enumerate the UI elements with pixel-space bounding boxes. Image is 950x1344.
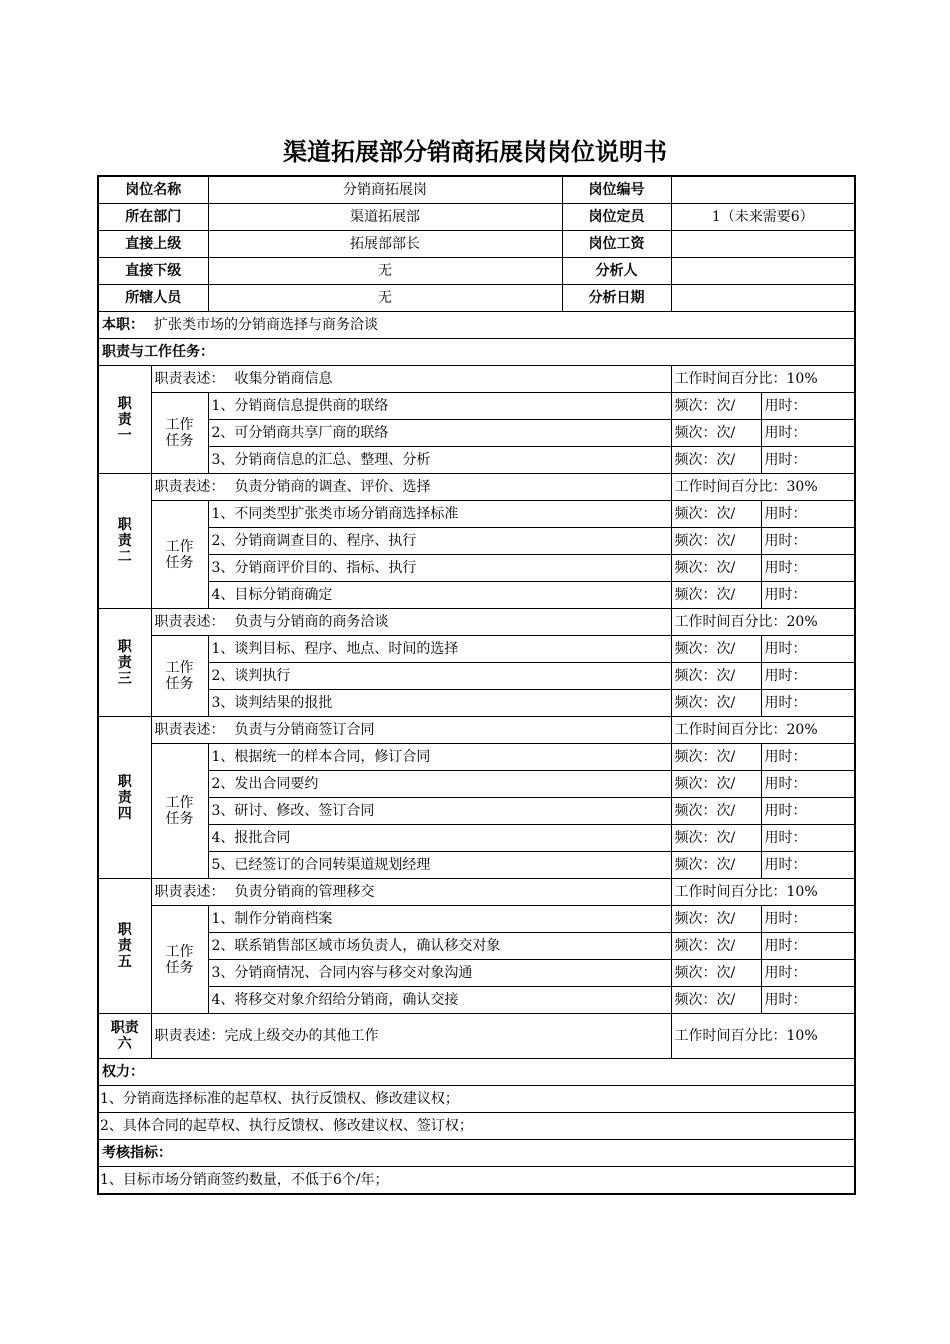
- duty-description: [151, 366, 671, 393]
- label-part: 二: [117, 549, 132, 565]
- table-row: [98, 1140, 855, 1167]
- label-part: 职: [117, 922, 132, 938]
- info-label: 直接上级: [98, 231, 208, 258]
- frequency-cell: 频次：次/: [671, 906, 761, 933]
- duties-header: 职责与工作任务：: [98, 339, 855, 366]
- table-row: [98, 285, 855, 312]
- label-part: 任务: [165, 554, 194, 571]
- frequency-cell: 频次：次/: [671, 933, 761, 960]
- table-row: [98, 771, 855, 798]
- time-used-cell: 用时：: [761, 501, 855, 528]
- time-used-cell: 用时：: [761, 933, 855, 960]
- info-value: 拓展部部长: [208, 231, 562, 258]
- time-used-cell: 用时：: [761, 906, 855, 933]
- table-row: [98, 204, 855, 231]
- task-item: 2、联系销售部区域市场负责人，确认移交对象: [208, 933, 671, 960]
- task-item: 2、分销商调查目的、程序、执行: [208, 528, 671, 555]
- info-value: 无: [208, 285, 562, 312]
- table-row: [98, 1014, 855, 1059]
- info-value: 无: [208, 258, 562, 285]
- duty-description: 职责表述：完成上级交办的其他工作: [151, 1014, 671, 1059]
- table-row: [98, 906, 855, 933]
- table-row: [98, 987, 855, 1014]
- frequency-cell: 频次：次/: [671, 771, 761, 798]
- table-row: [98, 420, 855, 447]
- task-item: 2、发出合同要约: [208, 771, 671, 798]
- info-value: 1（未来需要6）: [671, 204, 855, 231]
- task-label: [151, 393, 208, 474]
- info-label: 所辖人员: [98, 285, 208, 312]
- time-used-cell: 用时：: [761, 852, 855, 879]
- label-part: 五: [117, 954, 132, 970]
- frequency-cell: 频次：次/: [671, 987, 761, 1014]
- label-part: 责: [117, 533, 132, 549]
- time-percentage: 工作时间百分比：20%: [671, 717, 855, 744]
- task-item: 4、将移交对象介绍给分销商，确认交接: [208, 987, 671, 1014]
- frequency-cell: 频次：次/: [671, 555, 761, 582]
- table-row: [98, 636, 855, 663]
- duty-name: [98, 609, 151, 717]
- info-label: 岗位编号: [562, 176, 671, 204]
- time-used-cell: 用时：: [761, 420, 855, 447]
- task-item: 4、目标分销商确定: [208, 582, 671, 609]
- table-row: [98, 555, 855, 582]
- frequency-cell: 频次：次/: [671, 690, 761, 717]
- info-label: 分析日期: [562, 285, 671, 312]
- kpi-header: 考核指标：: [98, 1140, 855, 1167]
- desc-text: 负责与分销商签订合同: [234, 722, 375, 738]
- desc-text: 负责与分销商的商务洽谈: [234, 614, 389, 630]
- label-part: 职: [117, 517, 132, 533]
- time-used-cell: 用时：: [761, 663, 855, 690]
- table-row: [98, 582, 855, 609]
- frequency-cell: 频次：次/: [671, 825, 761, 852]
- task-item: 1、分销商信息提供商的联络: [208, 393, 671, 420]
- label-part: 一: [117, 427, 132, 444]
- duty-name: [98, 879, 151, 1014]
- label-part: 任务: [165, 959, 194, 976]
- label-part: 责: [117, 789, 132, 806]
- table-row: [98, 528, 855, 555]
- duty-name: [98, 474, 151, 609]
- table-row: [98, 1059, 855, 1086]
- label-part: 任务: [165, 811, 194, 827]
- desc-label: 职责表述：: [154, 479, 225, 495]
- table-row: [98, 960, 855, 987]
- page-title: 渠道拓展部分销商拓展岗岗位说明书: [283, 138, 667, 166]
- desc-text: 负责分销商的调查、评价、选择: [234, 479, 431, 495]
- time-used-cell: 用时：: [761, 528, 855, 555]
- time-used-cell: 用时：: [761, 393, 855, 420]
- table-row: [98, 474, 855, 501]
- time-used-cell: 用时：: [761, 987, 855, 1014]
- info-value: [671, 176, 855, 204]
- task-label: [151, 744, 208, 879]
- info-value: [671, 231, 855, 258]
- benzhi-label: 本职：: [102, 317, 144, 333]
- label-part: 任务: [165, 676, 194, 692]
- task-item: 1、制作分销商档案: [208, 906, 671, 933]
- frequency-cell: 频次：次/: [671, 663, 761, 690]
- info-label: 分析人: [562, 258, 671, 285]
- table-row: [98, 663, 855, 690]
- duty-description: [151, 609, 671, 636]
- task-item: 1、谈判目标、程序、地点、时间的选择: [208, 636, 671, 663]
- table-row: [98, 717, 855, 744]
- table-row: [98, 1167, 855, 1195]
- frequency-cell: 频次：次/: [671, 636, 761, 663]
- task-item: 3、研讨、修改、签订合同: [208, 798, 671, 825]
- info-value: 分销商拓展岗: [208, 176, 562, 204]
- duty-name: [98, 717, 151, 879]
- task-item: 2、谈判执行: [208, 663, 671, 690]
- benzhi-row: [98, 312, 855, 339]
- table-row: [98, 447, 855, 474]
- table-row: [98, 258, 855, 285]
- table-row: [98, 852, 855, 879]
- label-part: 工作: [165, 795, 194, 811]
- task-label: [151, 906, 208, 1014]
- frequency-cell: 频次：次/: [671, 393, 761, 420]
- label-part: 四: [117, 805, 132, 822]
- power-header: 权力：: [98, 1059, 855, 1086]
- desc-label: 职责表述：: [154, 614, 225, 630]
- table-row: [98, 366, 855, 393]
- duty-description: [151, 474, 671, 501]
- frequency-cell: 频次：次/: [671, 420, 761, 447]
- frequency-cell: 频次：次/: [671, 744, 761, 771]
- duty-name: [98, 1014, 151, 1059]
- task-item: 5、已经签订的合同转渠道规划经理: [208, 852, 671, 879]
- table-row: [98, 933, 855, 960]
- desc-text: 收集分销商信息: [234, 371, 333, 387]
- info-value: [671, 258, 855, 285]
- info-label: 岗位工资: [562, 231, 671, 258]
- duty-name: [98, 366, 151, 474]
- time-used-cell: 用时：: [761, 636, 855, 663]
- task-item: 1、不同类型扩张类市场分销商选择标准: [208, 501, 671, 528]
- table-row: [98, 798, 855, 825]
- info-label: 直接下级: [98, 258, 208, 285]
- info-value: 渠道拓展部: [208, 204, 562, 231]
- time-percentage: 工作时间百分比：10%: [671, 1014, 855, 1059]
- desc-label: 职责表述：: [154, 884, 225, 900]
- kpi-item: 1、目标市场分销商签约数量，不低于6个/年；: [98, 1167, 855, 1195]
- table-row: [98, 1086, 855, 1113]
- label-part: 工作: [165, 538, 194, 555]
- time-percentage: 工作时间百分比：10%: [671, 879, 855, 906]
- table-row: [98, 744, 855, 771]
- task-label: [151, 636, 208, 717]
- label-part: 三: [117, 670, 132, 687]
- label-part: 职: [117, 395, 132, 412]
- duty-description: [151, 879, 671, 906]
- label-part: 职: [117, 773, 132, 790]
- table-row: [98, 176, 855, 204]
- label-part: 职责: [110, 1020, 139, 1036]
- duty-description: [151, 717, 671, 744]
- time-used-cell: 用时：: [761, 798, 855, 825]
- info-label: 所在部门: [98, 204, 208, 231]
- label-part: 工作: [165, 417, 194, 433]
- label-part: 责: [117, 938, 132, 954]
- table-row: [98, 231, 855, 258]
- time-used-cell: 用时：: [761, 771, 855, 798]
- time-used-cell: 用时：: [761, 555, 855, 582]
- label-part: 职: [117, 638, 132, 655]
- time-percentage: 工作时间百分比：20%: [671, 609, 855, 636]
- time-percentage: 工作时间百分比：30%: [671, 474, 855, 501]
- label-part: 六: [117, 1036, 132, 1052]
- label-part: 任务: [165, 433, 194, 449]
- task-item: 3、分销商情况、合同内容与移交对象沟通: [208, 960, 671, 987]
- table-row: [98, 501, 855, 528]
- label-part: 责: [117, 411, 132, 428]
- table-row: [98, 609, 855, 636]
- table-row: [98, 825, 855, 852]
- power-item: 1、分销商选择标准的起草权、执行反馈权、修改建议权；: [98, 1086, 855, 1113]
- frequency-cell: 频次：次/: [671, 501, 761, 528]
- benzhi-text: 扩张类市场的分销商选择与商务洽谈: [154, 317, 378, 333]
- desc-label: 职责表述：: [154, 722, 225, 738]
- task-item: 3、分销商信息的汇总、整理、分析: [208, 447, 671, 474]
- desc-label: 职责表述：: [154, 371, 225, 387]
- table-row: [98, 690, 855, 717]
- frequency-cell: 频次：次/: [671, 582, 761, 609]
- time-used-cell: 用时：: [761, 744, 855, 771]
- power-item: 2、具体合同的起草权、执行反馈权、修改建议权、签订权；: [98, 1113, 855, 1140]
- info-label: 岗位名称: [98, 176, 208, 204]
- task-item: 3、谈判结果的报批: [208, 690, 671, 717]
- frequency-cell: 频次：次/: [671, 852, 761, 879]
- time-percentage: 工作时间百分比：10%: [671, 366, 855, 393]
- task-item: 3、分销商评价目的、指标、执行: [208, 555, 671, 582]
- frequency-cell: 频次：次/: [671, 447, 761, 474]
- frequency-cell: 频次：次/: [671, 798, 761, 825]
- frequency-cell: 频次：次/: [671, 960, 761, 987]
- time-used-cell: 用时：: [761, 690, 855, 717]
- desc-text: 负责分销商的管理移交: [234, 884, 375, 900]
- info-label: 岗位定员: [562, 204, 671, 231]
- time-used-cell: 用时：: [761, 582, 855, 609]
- label-part: 工作: [165, 943, 194, 960]
- job-description-table: [97, 175, 856, 1195]
- time-used-cell: 用时：: [761, 447, 855, 474]
- table-row: [98, 879, 855, 906]
- time-used-cell: 用时：: [761, 960, 855, 987]
- task-item: 1、根据统一的样本合同，修订合同: [208, 744, 671, 771]
- table-row: [98, 393, 855, 420]
- table-row: [98, 1113, 855, 1140]
- task-label: [151, 501, 208, 609]
- label-part: 责: [117, 654, 132, 671]
- time-used-cell: 用时：: [761, 825, 855, 852]
- label-part: 工作: [165, 660, 194, 676]
- table-row: [98, 312, 855, 339]
- info-value: [671, 285, 855, 312]
- frequency-cell: 频次：次/: [671, 528, 761, 555]
- task-item: 4、报批合同: [208, 825, 671, 852]
- table-row: [98, 339, 855, 366]
- task-item: 2、可分销商共享厂商的联络: [208, 420, 671, 447]
